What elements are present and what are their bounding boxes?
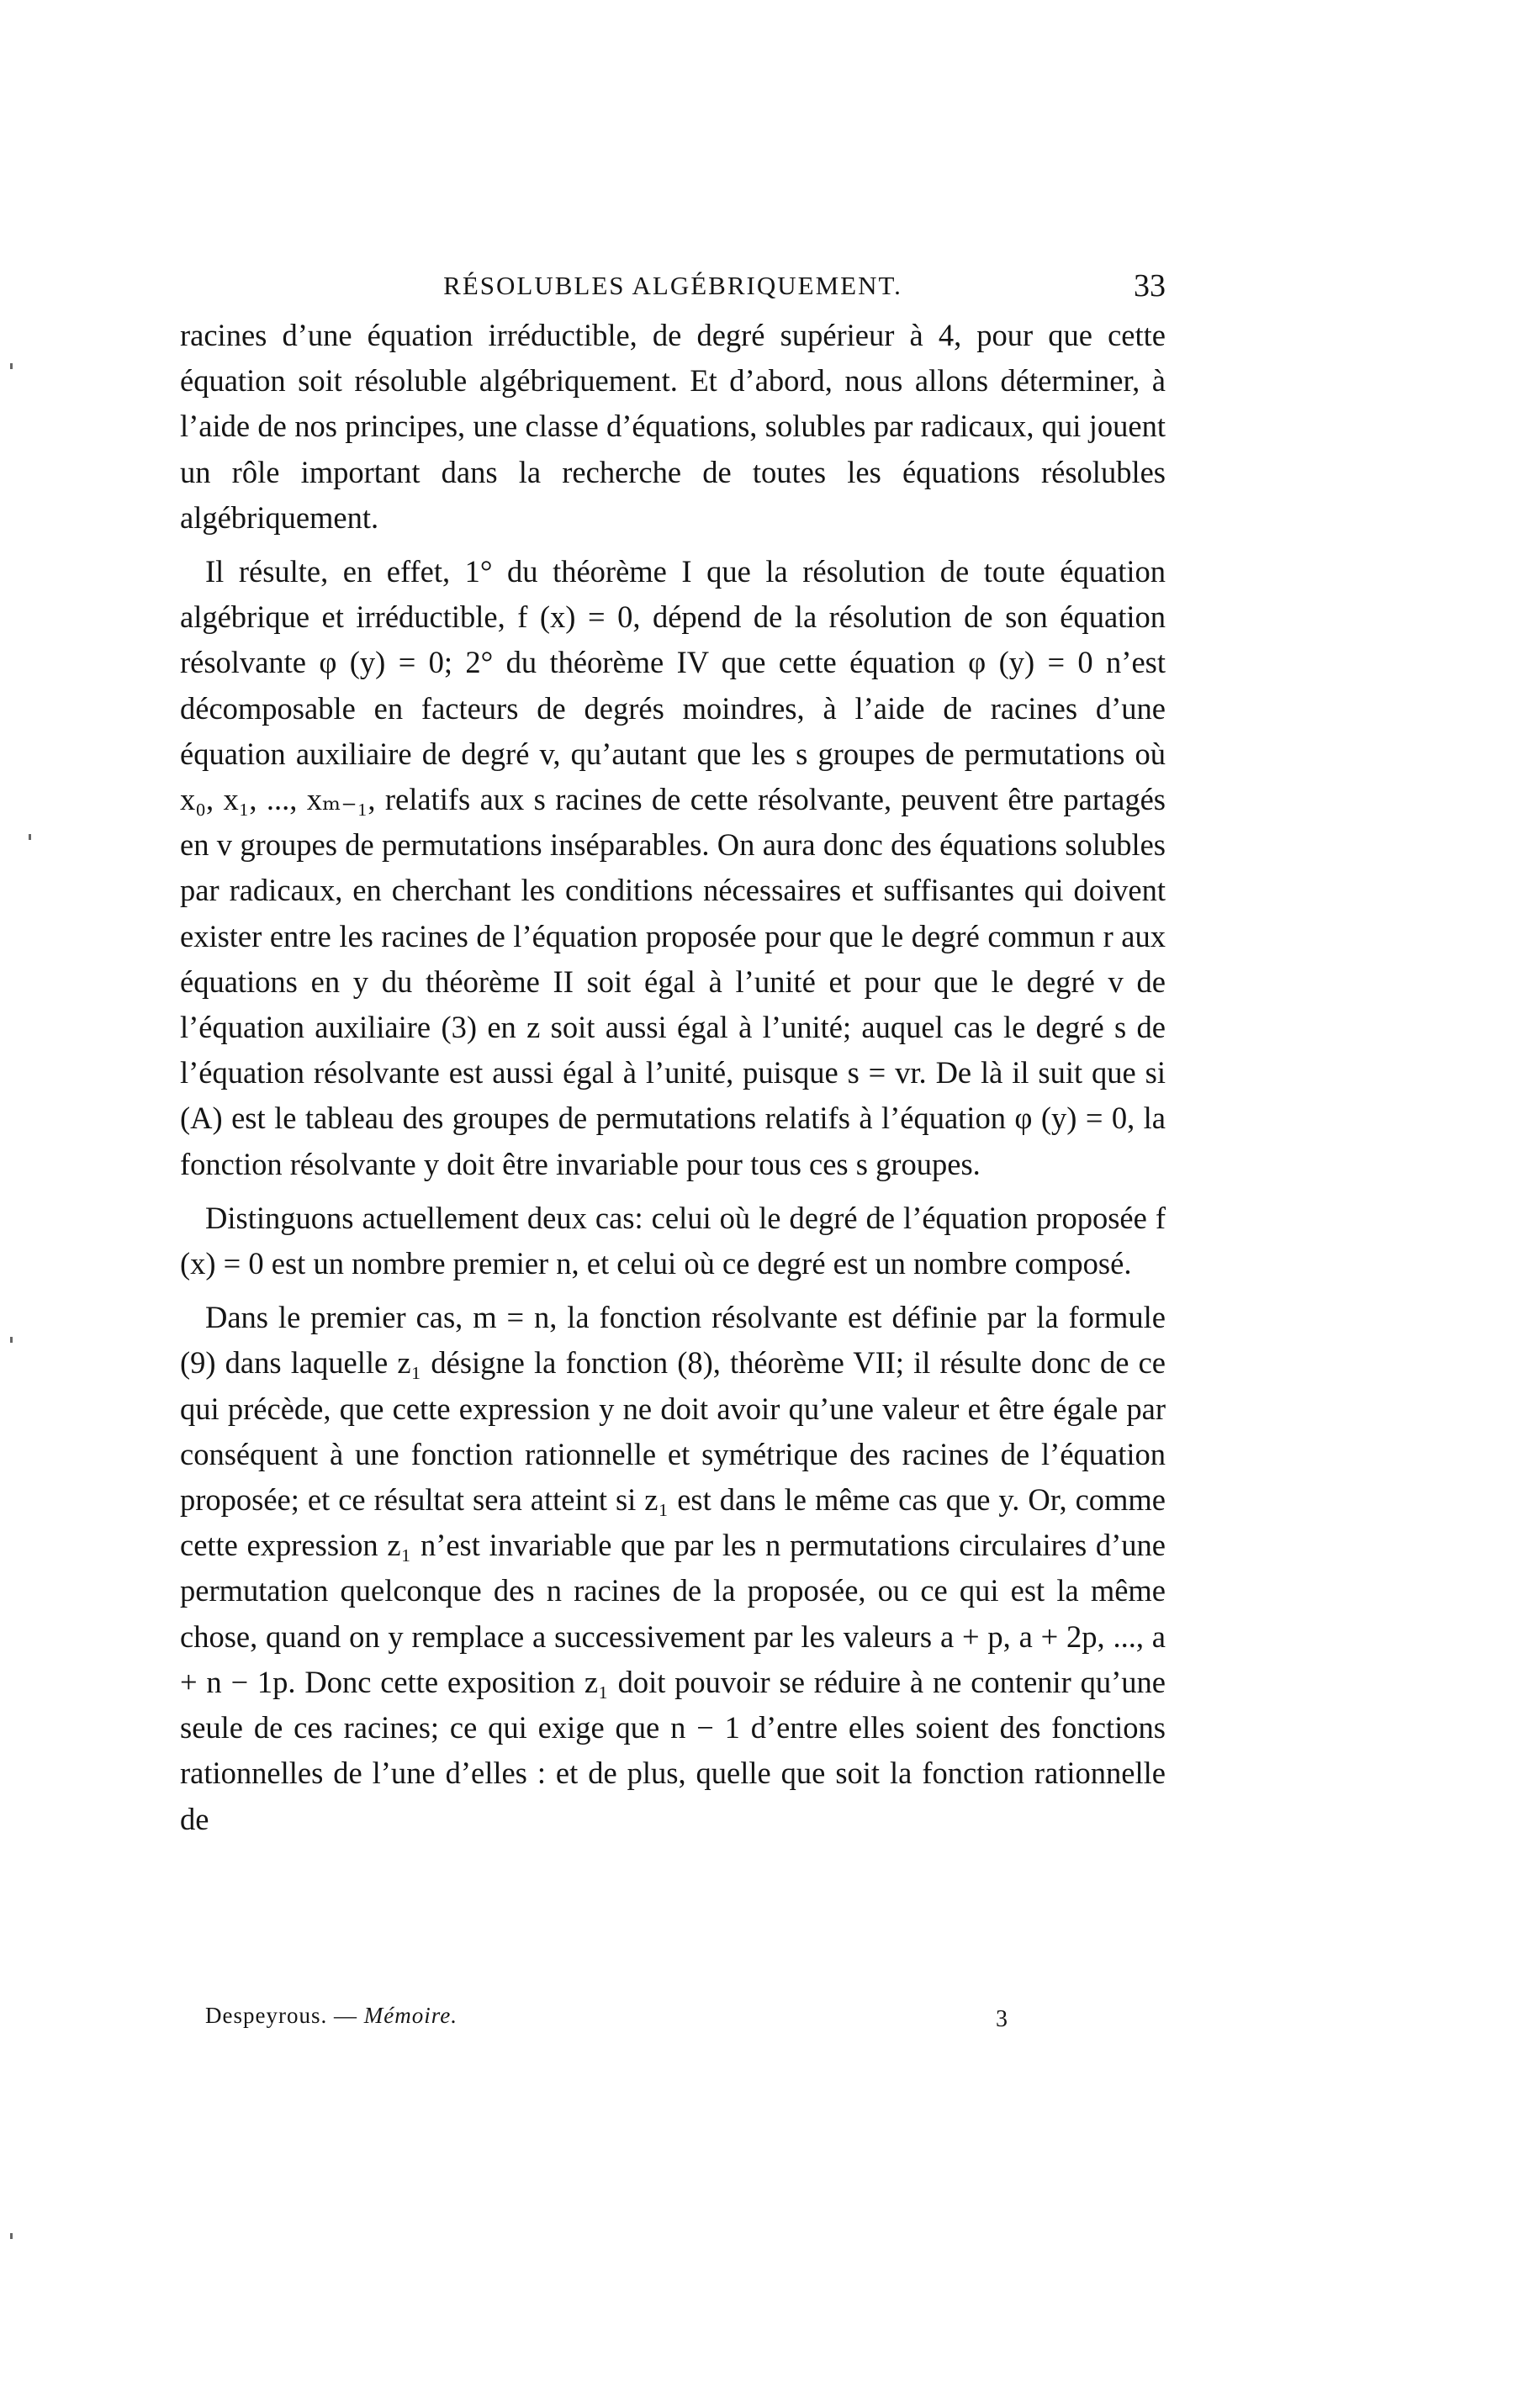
footer-signature: [205, 2003, 458, 2029]
body-text: [180, 313, 1166, 1842]
footer-work: Mémoire.: [363, 2003, 458, 2028]
paragraph-4: Dans le premier cas, m = n, la fonction résolvante est définie par la formule (9) dans laquelle z₁ désigne la fonction (8), théorème VII; il résulte donc de ce qui précède, que cette expression y ne doit avoir qu’une valeur et être égale par conséquent à une fonction rationnelle et symétrique des racines de l’équation proposée; et ce résultat sera atteint si z₁ est dans le même cas que y. Or, comme cette expression z₁ n’est invariable que par les n permutations circulaires d’une permutation quelconque des n racines de la proposée, ou ce qui est la même chose, quand on y remplace a successivement par les valeurs a + p, a + 2p, ..., a + n − 1p. Donc cette exposition z₁ doit pouvoir se réduire à ne contenir qu’une seule de ces racines; ce qui exige que n − 1 d’entre elles soient des fonctions rationnelles de l’une d’elles : et de plus, quelle que soit la fonction rationnelle de: [180, 1300, 1166, 1836]
sheet-number: 3: [996, 2006, 1008, 2032]
page-footer: [180, 2003, 1166, 2045]
page-number: 33: [1134, 268, 1166, 304]
page-header: [180, 267, 1166, 309]
margin-speck: [10, 1337, 13, 1343]
paragraph-3: Distinguons actuellement deux cas: celui où le degré de l’équation proposée f (x) = 0 est un nombre premier n, et celui où ce degré est un nombre composé.: [180, 1200, 1166, 1281]
paragraph-1: racines d’une équation irréductible, de degré supérieur à 4, pour que cette équation soit résoluble algébriquement. Et d’abord, nous allons déterminer, à l’aide de nos principes, une classe d’équations, solubles par radicaux, qui jouent un rôle important dans la recherche de toutes les équations résolubles algébriquement.: [180, 318, 1166, 535]
footer-separator: —: [327, 2003, 364, 2028]
margin-speck: [10, 363, 13, 369]
paragraph-2: Il résulte, en effet, 1° du théorème I que la résolution de toute équation algébrique et irréductible, f (x) = 0, dépend de la résolution de son équation résolvante φ (y) = 0; 2° du théorème IV que cette équation φ (y) = 0 n’est décomposable en facteurs de degrés moindres, à l’aide de racines d’une équation auxiliaire de degré v, qu’autant que les s groupes de permutations où x₀, x₁, ..., xₘ₋₁, relatifs aux s racines de cette résolvante, peuvent être partagés en v groupes de permutations inséparables. On aura donc des équations solubles par radicaux, en cherchant les conditions nécessaires et suffisantes qui doivent exister entre les racines de l’équation proposée pour que le degré commun r aux équations en y du théorème II soit égal à l’unité et pour que le degré v de l’équation auxiliaire (3) en z soit aussi égal à l’unité; auquel cas le degré s de l’équation résolvante est aussi égal à l’unité, puisque s = vr. De là il suit que si (A) est le tableau des groupes de permutations relatifs à l’équation φ (y) = 0, la fonction résolvante y doit être invariable pour tous ces s groupes.: [180, 554, 1166, 1181]
running-title: RÉSOLUBLES ALGÉBRIQUEMENT.: [443, 271, 902, 300]
margin-speck: [10, 2233, 13, 2239]
margin-speck: [29, 834, 31, 840]
footer-author: Despeyrous.: [205, 2003, 328, 2028]
